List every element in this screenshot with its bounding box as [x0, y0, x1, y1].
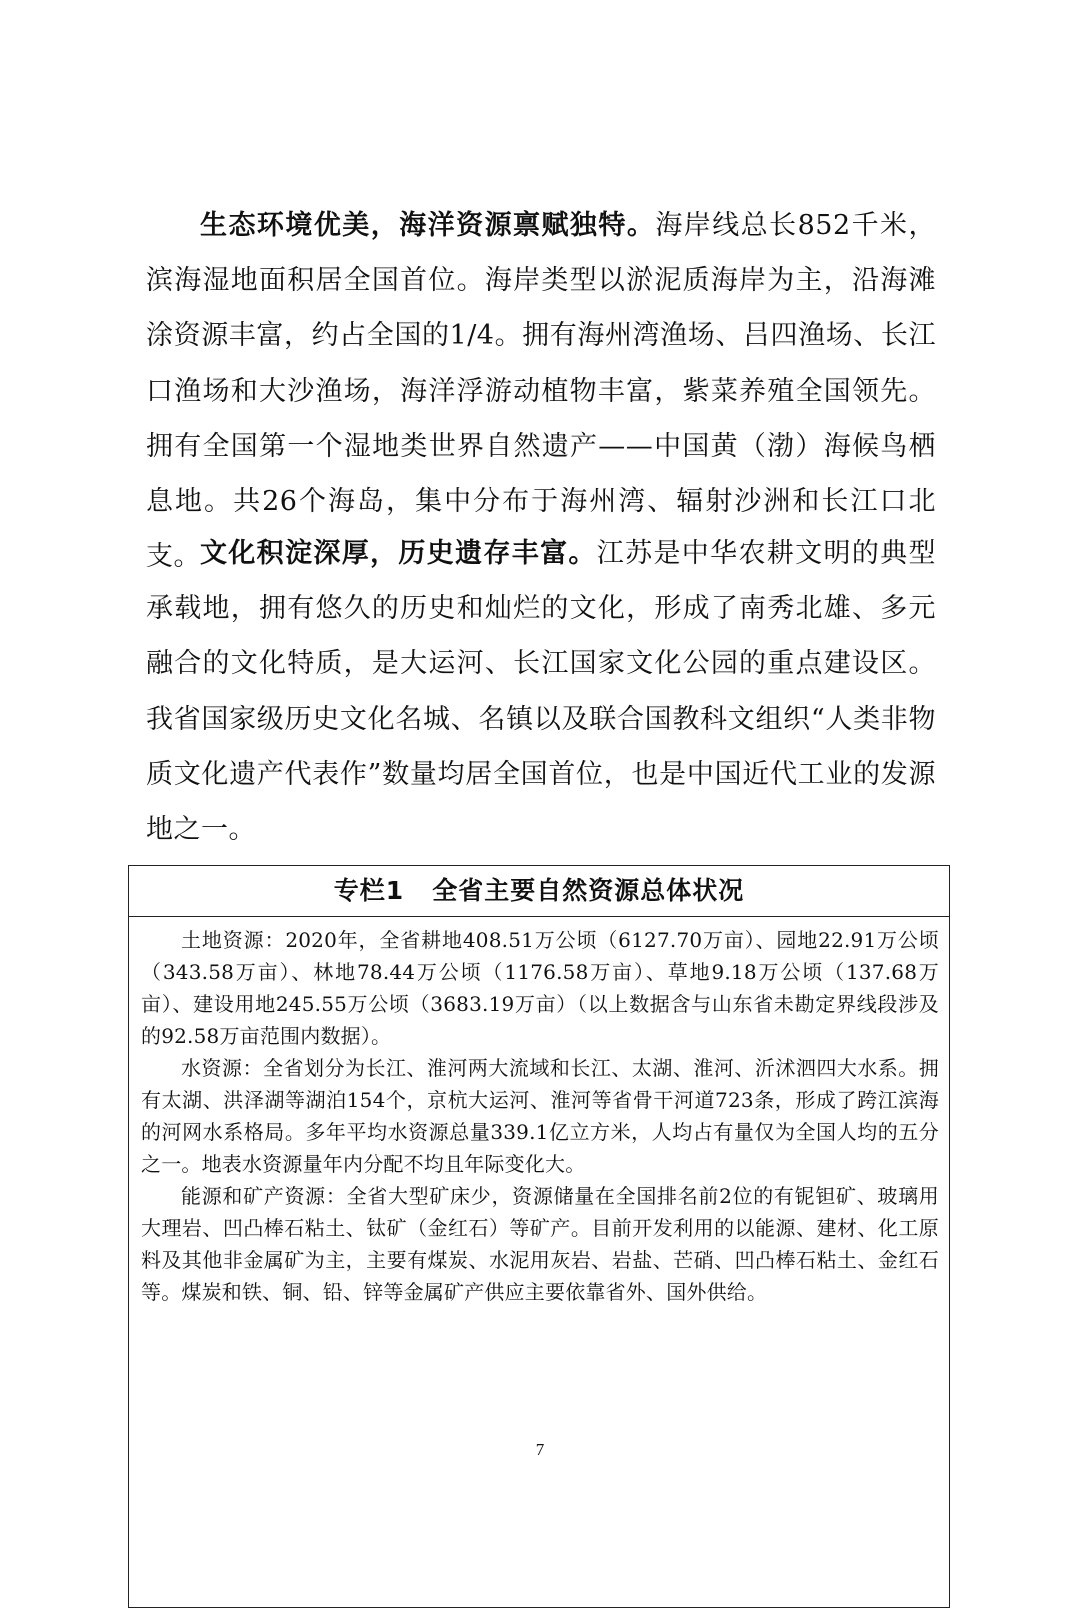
box-paragraph-land: 土地资源：2020年，全省耕地408.51万公顷（6127.70万亩）、园地22.91万公顷（343.58万亩）、林地78.44万公顷（1176.58万亩）、草地9.18万公顷（137.68万亩）、建设用地245.55万公顷（3683.19万亩）（以上数据含与山东省未勘定界线段涉及的92.58万亩范围内数据）。: [141, 928, 939, 1048]
paragraph-lead-ecology: 生态环境优美，海洋资源禀赋独特。: [200, 210, 656, 241]
paragraph-text-ecology: 海岸线总长852千米，滨海湿地面积居全国首位。海岸类型以淤泥质海岸为主，沿海滩涂资源丰富，约占全国的1/4。拥有海州湾渔场、吕四渔场、长江口渔场和大沙渔场，海洋浮游动植物丰富，紫菜养殖全国领先。拥有全国第一个湿地类世界自然遗产——中国黄（渤）海候鸟栖息地。共26个海岛，集中分布于海州湾、辐射沙洲和长江口北支。: [146, 210, 936, 573]
box-title-text: 全省主要自然资源总体状况: [432, 876, 745, 905]
box-title-number: 专栏1: [333, 876, 405, 905]
paragraph-lead-culture: 文化积淀深厚，历史遗存丰富。: [200, 538, 597, 569]
body-paragraph-culture: [146, 526, 936, 857]
paragraph-text-culture: 江苏是中华农耕文明的典型承载地，拥有悠久的历史和灿烂的文化，形成了南秀北雄、多元融合的文化特质，是大运河、长江国家文化公园的重点建设区。我省国家级历史文化名城、名镇以及联合国教科文组织“人类非物质文化遗产代表作”数量均居全国首位，也是中国近代工业的发源地之一。: [146, 538, 937, 846]
box-body: [129, 917, 949, 1314]
box-paragraph-water: 水资源：全省划分为长江、淮河两大流域和长江、太湖、淮河、沂沭泗四大水系。拥有太湖、洪泽湖等湖泊154个，京杭大运河、淮河等省骨干河道723条，形成了跨江滨海的河网水系格局。多年平均水资源总量339.1亿立方米，人均占有量仅为全国人均的五分之一。地表水资源量年内分配不均且年际变化大。: [141, 1056, 939, 1176]
page-number: 7: [535, 1440, 545, 1459]
box-paragraph-minerals: 能源和矿产资源：全省大型矿床少，资源储量在全国排名前2位的有铌钽矿、玻璃用大理岩、凹凸棒石粘土、钛矿（金红石）等矿产。目前开发利用的以能源、建材、化工原料及其他非金属矿为主，主要有煤炭、水泥用灰岩、岩盐、芒硝、凹凸棒石粘土、金红石等。煤炭和铁、铜、铅、锌等金属矿产供应主要依靠省外、国外供给。: [141, 1184, 939, 1304]
box-title: [129, 866, 949, 917]
sidebar-box-natural-resources: [128, 865, 950, 1608]
